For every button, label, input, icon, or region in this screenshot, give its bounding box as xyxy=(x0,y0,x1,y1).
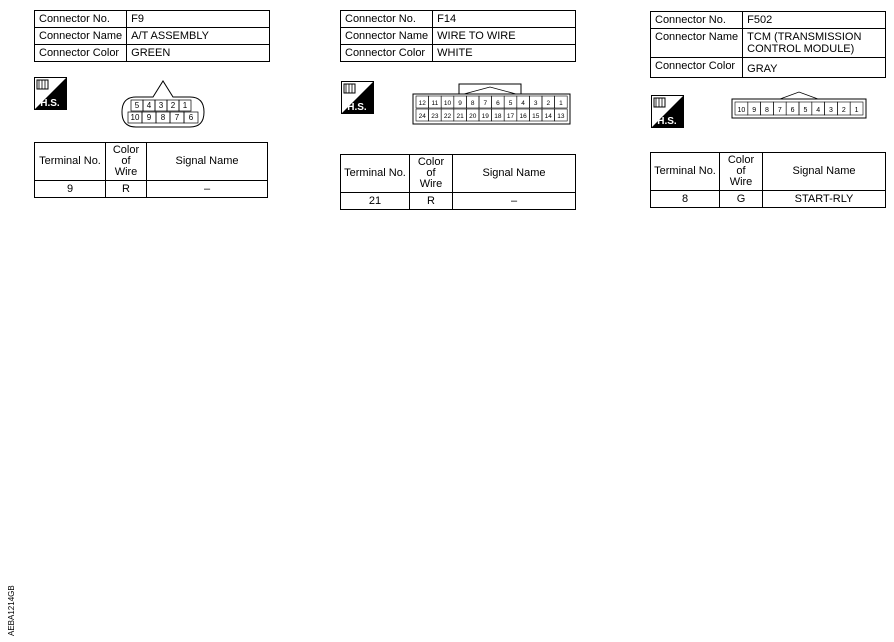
connector-color-value: WHITE xyxy=(433,45,576,62)
hs-label: H.S. xyxy=(40,98,60,109)
wire-color-cell: G xyxy=(720,191,763,208)
terminal-no-header: Terminal No. xyxy=(341,155,410,193)
pin-label: 15 xyxy=(532,113,540,120)
pin-label: 13 xyxy=(557,113,565,120)
connector-info-table xyxy=(650,11,886,78)
pin-label: 20 xyxy=(469,113,477,120)
harness-side-icon xyxy=(651,95,684,128)
figure-code xyxy=(5,584,17,636)
connector-color-label: Connector Color xyxy=(651,58,743,78)
terminal-no-cell: 21 xyxy=(341,193,410,210)
connector-face-f9 xyxy=(112,79,214,131)
connector-color-value: GRAY xyxy=(743,58,886,78)
wire-color-cell: R xyxy=(410,193,453,210)
pin-label: 3 xyxy=(158,101,164,110)
pin-label: 7 xyxy=(174,113,180,122)
connector-name-line1: TCM (TRANSMISSION xyxy=(747,31,862,43)
pin-label: 14 xyxy=(544,113,552,120)
color-of-wire-line2: Wire xyxy=(729,176,753,188)
pin-label: 8 xyxy=(765,107,769,114)
pin-label: 1 xyxy=(182,101,188,110)
pin-label: 21 xyxy=(456,113,464,120)
connector-name-value: A/T ASSEMBLY xyxy=(127,28,270,45)
signal-name-header: Signal Name xyxy=(763,153,886,191)
pin-label: 2 xyxy=(841,107,846,114)
color-of-wire-header xyxy=(720,153,763,191)
pin-label: 5 xyxy=(508,100,513,107)
connector-info-table xyxy=(34,10,270,62)
pin-label: 18 xyxy=(494,113,502,120)
connector-no-value: F14 xyxy=(433,11,576,28)
pin-label: 10 xyxy=(737,107,746,114)
signal-name-header: Signal Name xyxy=(147,143,268,181)
pin-label: 5 xyxy=(803,107,808,114)
pin-label: 8 xyxy=(470,100,475,107)
pin-label: 4 xyxy=(521,100,525,107)
connector-no-label: Connector No. xyxy=(651,12,743,29)
pin-label: 2 xyxy=(170,101,176,110)
color-of-wire-line2: Wire xyxy=(114,166,138,178)
connector-name-label: Connector Name xyxy=(35,28,127,45)
pin-label: 11 xyxy=(431,100,439,107)
wire-color-cell: R xyxy=(106,181,147,198)
connector-color-value: GREEN xyxy=(127,45,270,62)
color-of-wire-line1: Color of xyxy=(112,144,140,167)
terminal-no-header: Terminal No. xyxy=(651,153,720,191)
terminal-no-cell: 8 xyxy=(651,191,720,208)
pin-label: 9 xyxy=(752,107,757,114)
connector-info-table xyxy=(340,10,576,62)
pin-label: 5 xyxy=(134,101,140,110)
terminal-no-header: Terminal No. xyxy=(35,143,106,181)
pin-label: 7 xyxy=(483,100,488,107)
connector-panel-f9 xyxy=(34,10,270,62)
pin-label: 8 xyxy=(160,113,166,122)
connector-name-label: Connector Name xyxy=(341,28,433,45)
pin-label: 2 xyxy=(546,100,551,107)
connector-face-f502 xyxy=(730,90,868,120)
color-of-wire-line2: Wire xyxy=(419,178,443,190)
connector-no-value: F9 xyxy=(127,11,270,28)
table-row xyxy=(341,193,576,210)
table-row xyxy=(35,181,268,198)
connector-no-value: F502 xyxy=(743,12,886,29)
pin-label: 17 xyxy=(506,113,515,120)
pin-label: 7 xyxy=(777,107,782,114)
terminal-table xyxy=(34,142,268,198)
pin-label: 10 xyxy=(130,113,140,122)
pin-label: 12 xyxy=(418,100,426,107)
pin-label: 4 xyxy=(816,107,821,114)
signal-name-cell: – xyxy=(453,193,576,210)
signal-name-header: Signal Name xyxy=(453,155,576,193)
terminal-table xyxy=(340,154,576,210)
connector-panel-f502 xyxy=(650,11,886,78)
pin-label: 1 xyxy=(854,107,859,114)
pin-label: 4 xyxy=(146,101,152,110)
connector-color-label: Connector Color xyxy=(35,45,127,62)
connector-face-f14 xyxy=(412,80,572,126)
pin-label: 19 xyxy=(481,113,489,120)
terminal-table xyxy=(650,152,886,208)
harness-side-icon xyxy=(34,77,67,110)
figure-code-text: AEBA1214GB xyxy=(7,585,16,636)
color-of-wire-line1: Color of xyxy=(417,156,445,179)
color-of-wire-line1: Color of xyxy=(727,154,755,177)
signal-name-cell: – xyxy=(147,181,268,198)
pin-label: 6 xyxy=(188,113,194,122)
terminal-no-cell: 9 xyxy=(35,181,106,198)
pin-label: 1 xyxy=(559,100,563,107)
pin-label: 22 xyxy=(443,113,452,120)
pin-label: 6 xyxy=(790,107,795,114)
harness-side-icon xyxy=(341,81,374,114)
connector-name-line2: CONTROL MODULE) xyxy=(747,43,855,55)
connector-name-label: Connector Name xyxy=(651,29,743,58)
connector-panel-f14 xyxy=(340,10,576,62)
color-of-wire-header xyxy=(106,143,147,181)
table-row xyxy=(651,191,886,208)
connector-no-label: Connector No. xyxy=(35,11,127,28)
connector-name-value: WIRE TO WIRE xyxy=(433,28,576,45)
hs-label: H.S. xyxy=(347,102,367,113)
pin-label: 23 xyxy=(431,113,439,120)
connector-name-value xyxy=(743,29,886,58)
pin-label: 3 xyxy=(533,100,538,107)
pin-label: 9 xyxy=(146,113,152,122)
terminal-panel-f502 xyxy=(650,152,886,208)
pin-label: 10 xyxy=(443,100,452,107)
color-of-wire-header xyxy=(410,155,453,193)
signal-name-cell: START-RLY xyxy=(763,191,886,208)
terminal-panel-f9 xyxy=(34,142,268,198)
pin-label: 9 xyxy=(458,100,462,107)
pin-label: 3 xyxy=(829,107,833,114)
pin-label: 24 xyxy=(418,113,426,120)
connector-color-label: Connector Color xyxy=(341,45,433,62)
connector-no-label: Connector No. xyxy=(341,11,433,28)
pin-label: 6 xyxy=(496,100,500,107)
hs-label: H.S. xyxy=(657,116,677,127)
terminal-panel-f14 xyxy=(340,154,576,210)
pin-label: 16 xyxy=(519,113,527,120)
